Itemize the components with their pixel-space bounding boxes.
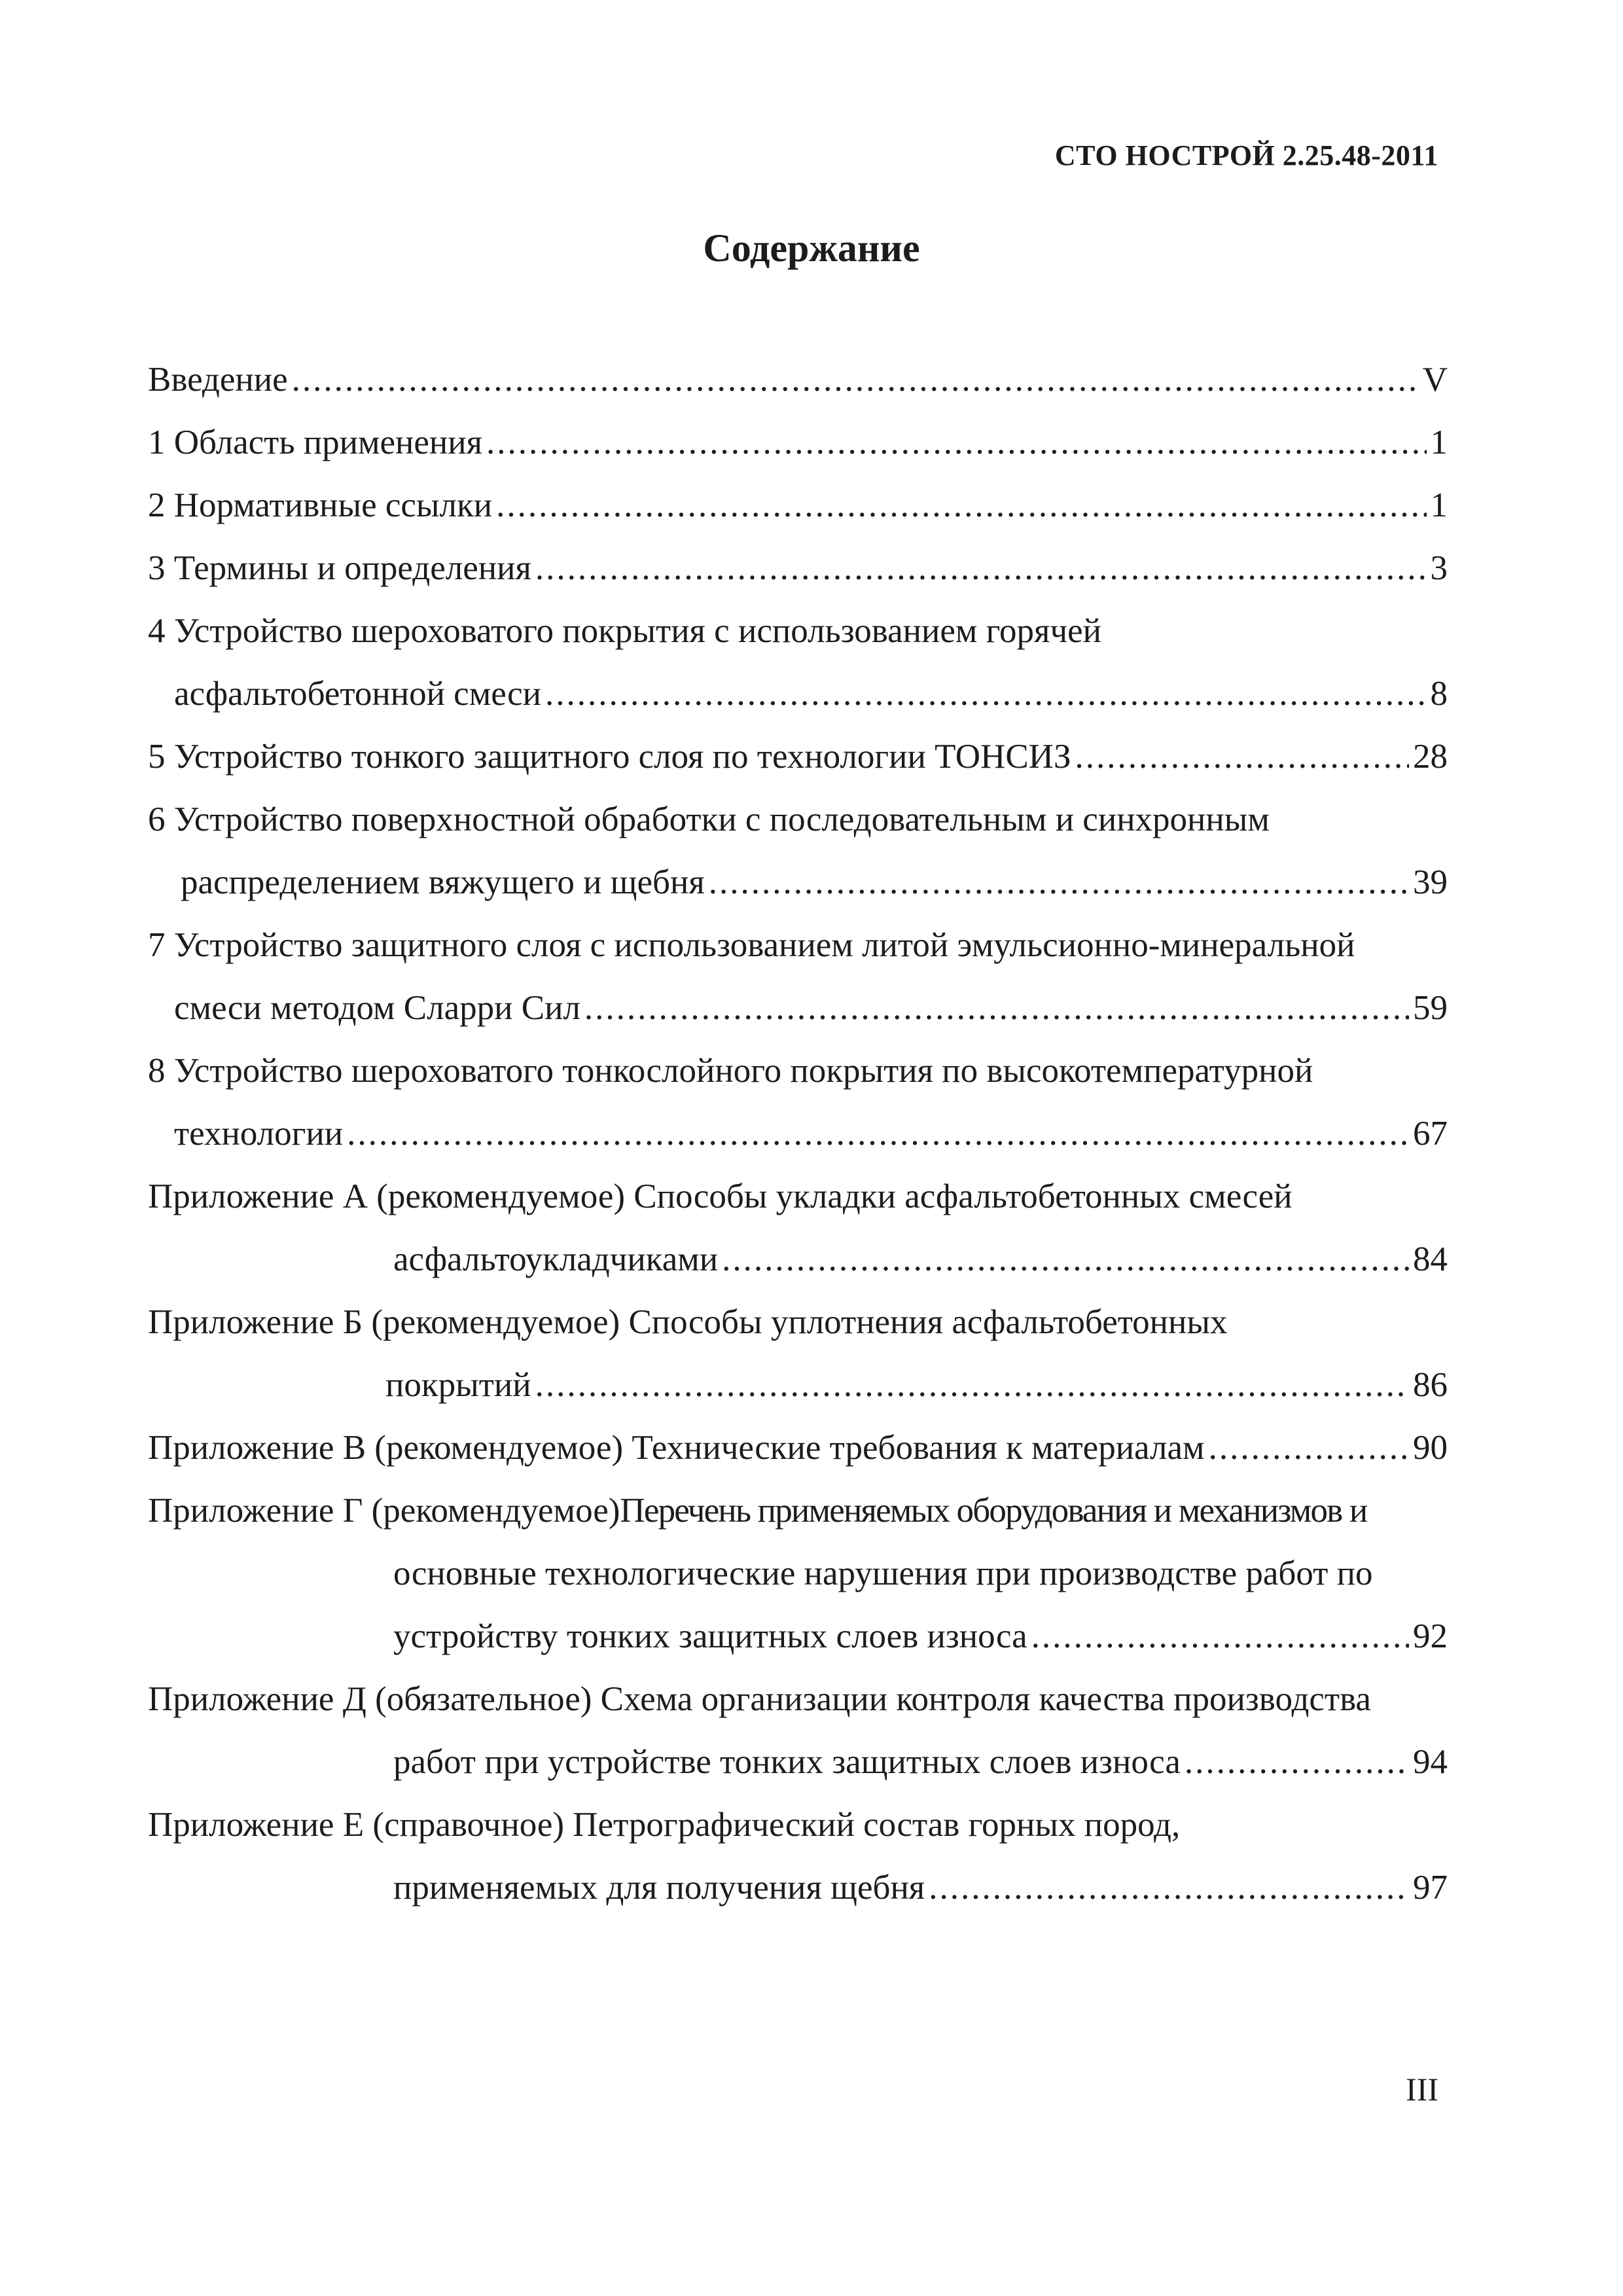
toc-entry-title: 3 Термины и определения (148, 549, 531, 587)
toc-entry-title-continued: основные технологические нарушения при производстве работ по (393, 1554, 1373, 1592)
toc-entry-title: Приложение Б (рекомендуемое) Способы уплотнения асфальтобетонных (148, 1303, 1228, 1341)
dot-leader (535, 1354, 1409, 1416)
toc-entry-introduction[interactable] (148, 348, 1448, 411)
toc-entry-appendix-a[interactable] (148, 1165, 1448, 1291)
toc-entry-appendix-d[interactable] (148, 1668, 1448, 1793)
toc-page-number: 67 (1413, 1115, 1448, 1153)
toc-entry-title: 6 Устройство поверхностной обработки с последовательным и синхронным (148, 800, 1270, 838)
toc-entry-appendix-e[interactable] (148, 1793, 1448, 1919)
toc-page-number: 1 (1430, 423, 1448, 461)
toc-entry-title-continued: покрытий (385, 1366, 531, 1404)
toc-entry-title: 1 Область применения (148, 423, 483, 461)
toc-entry-title: Приложение Д (обязательное) Схема организации контроля качества производства (148, 1680, 1371, 1718)
toc-entry-title: Приложение В (рекомендуемое) Технические требования к материалам (148, 1429, 1205, 1467)
dot-leader (496, 474, 1426, 537)
dot-leader (545, 662, 1427, 725)
toc-entry-appendix-g[interactable] (148, 1479, 1448, 1668)
toc-entry-section-2[interactable] (148, 474, 1448, 537)
toc-entry-title-continued: технологии (174, 1115, 344, 1153)
toc-entry-title-continued: асфальтоукладчиками (393, 1240, 719, 1278)
toc-entry-title-continued: применяемых для получения щебня (393, 1869, 925, 1907)
toc-entry-section-5[interactable] (148, 725, 1448, 788)
toc-page-number: V (1422, 361, 1448, 399)
dot-leader (292, 348, 1419, 411)
toc-entry-title: Приложение А (рекомендуемое) Способы укладки асфальтобетонных смесей (148, 1177, 1293, 1215)
toc-page-number: 3 (1430, 549, 1448, 587)
toc-entry-title-condensed: Перечень применяемых оборудования и механизмов и (620, 1492, 1367, 1530)
toc-page-number: 92 (1413, 1617, 1448, 1655)
toc-page-number: 84 (1413, 1240, 1448, 1278)
dot-leader (535, 537, 1427, 600)
dot-leader (1209, 1416, 1409, 1479)
page-title: Содержание (703, 226, 920, 270)
toc-entry-title-continued: работ при устройстве тонких защитных слоев износа (393, 1743, 1181, 1781)
toc-entry-title: Приложение Г (рекомендуемое) (148, 1492, 620, 1530)
toc-page-number: 1 (1430, 486, 1448, 524)
toc-page-number: 86 (1413, 1366, 1448, 1404)
toc-page-number: 97 (1413, 1869, 1448, 1907)
toc-entry-title-continued: распределением вяжущего и щебня (181, 863, 705, 901)
toc-page-number: 90 (1413, 1429, 1448, 1467)
toc-page-number: 39 (1413, 863, 1448, 901)
toc-page-number: 59 (1413, 989, 1448, 1027)
toc-entry-title-continued: смеси методом Сларри Сил (174, 989, 580, 1027)
toc-entry-section-6[interactable] (148, 788, 1448, 914)
toc-entry-section-1[interactable] (148, 411, 1448, 474)
toc-entry-title: Введение (148, 361, 288, 399)
dot-leader (929, 1856, 1409, 1919)
toc-entry-title: 8 Устройство шероховатого тонкослойного покрытия по высокотемпературной (148, 1052, 1313, 1090)
toc-entry-title-continued: устройству тонких защитных слоев износа (393, 1617, 1027, 1655)
table-of-contents (148, 348, 1448, 1919)
toc-page-number: 28 (1413, 738, 1448, 776)
toc-entry-appendix-b[interactable] (148, 1291, 1448, 1416)
dot-leader (709, 851, 1409, 914)
toc-entry-title-continued: асфальтобетонной смеси (174, 675, 541, 713)
dot-leader (347, 1102, 1409, 1165)
dot-leader (1185, 1731, 1409, 1793)
toc-entry-title: 7 Устройство защитного слоя с использованием литой эмульсионно-минеральной (148, 926, 1355, 964)
page-number: III (1406, 2071, 1438, 2108)
toc-entry-section-3[interactable] (148, 537, 1448, 600)
dot-leader (584, 977, 1409, 1039)
document-code: СТО НОСТРОЙ 2.25.48-2011 (1054, 139, 1438, 171)
toc-page-number: 94 (1413, 1743, 1448, 1781)
dot-leader (486, 411, 1426, 474)
toc-entry-section-4[interactable] (148, 600, 1448, 725)
dot-leader (1075, 725, 1409, 788)
toc-entry-title: 2 Нормативные ссылки (148, 486, 493, 524)
toc-entry-section-7[interactable] (148, 914, 1448, 1039)
toc-entry-title: 4 Устройство шероховатого покрытия с использованием горячей (148, 612, 1101, 650)
dot-leader (722, 1228, 1409, 1291)
toc-entry-appendix-v[interactable] (148, 1416, 1448, 1479)
toc-entry-title: 5 Устройство тонкого защитного слоя по технологии ТОНСИЗ (148, 738, 1071, 776)
dot-leader (1031, 1605, 1409, 1668)
toc-page-number: 8 (1430, 675, 1448, 713)
toc-entry-section-8[interactable] (148, 1039, 1448, 1165)
toc-entry-title: Приложение Е (справочное) Петрографический состав горных пород, (148, 1806, 1181, 1844)
